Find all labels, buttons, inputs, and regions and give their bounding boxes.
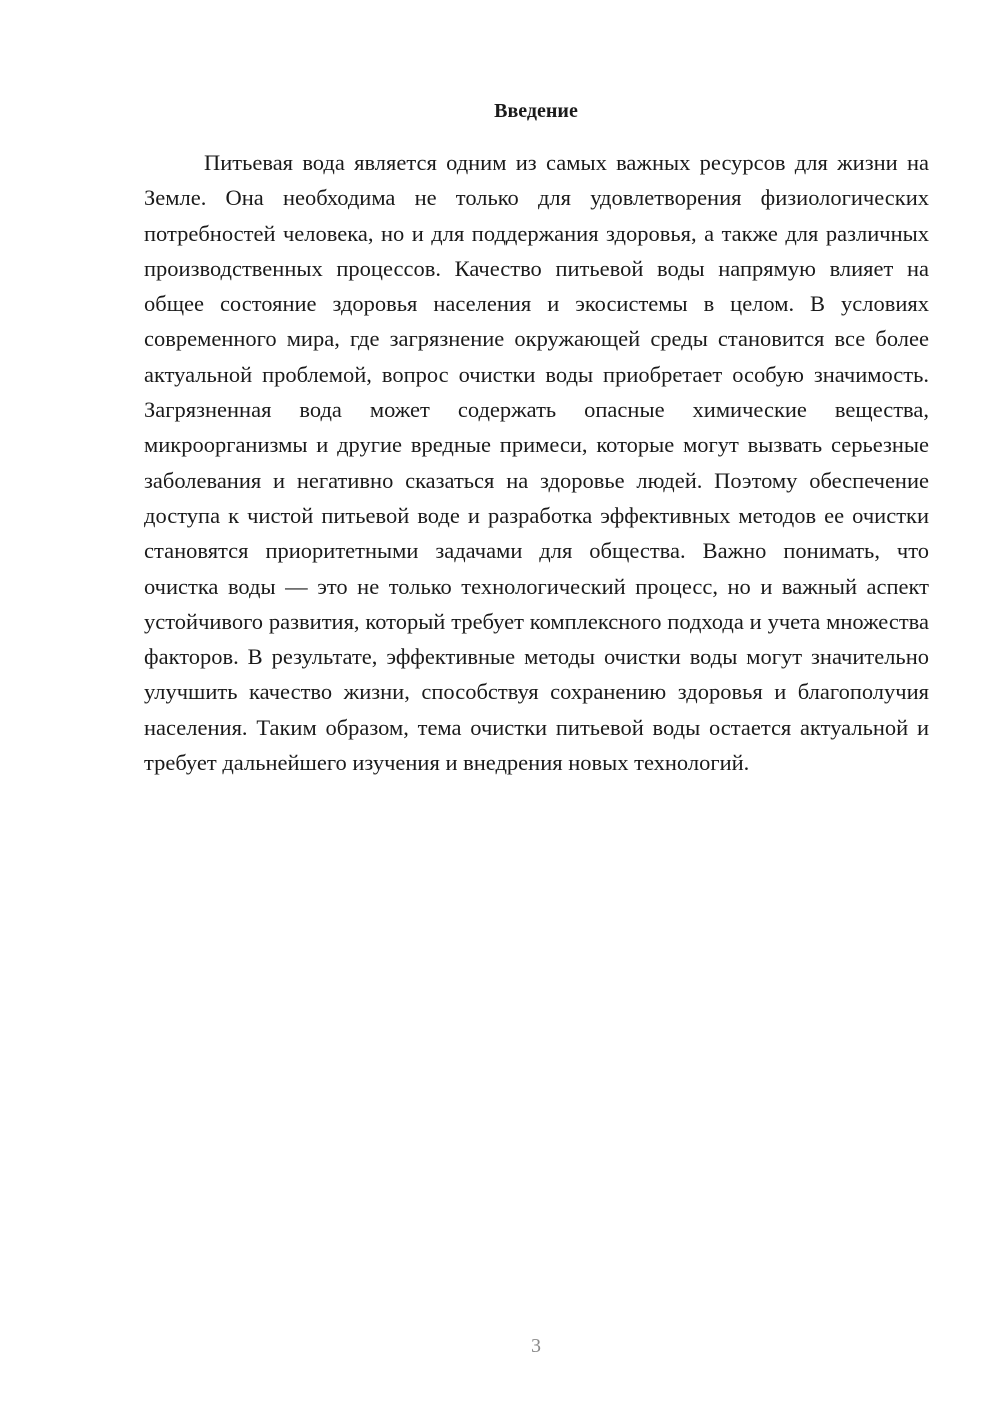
section-heading: Введение <box>494 100 578 122</box>
page-number: 3 <box>531 1335 541 1357</box>
body-paragraph: Питьевая вода является одним из самых важных ресурсов для жизни на Земле. Она необходима не только для удовлетворения физиологических потребностей человека, но и для поддержания здоровья, а также для различных производственных процессов. Качество питьевой воды напрямую влияет на общее состояние здоровья населения и экосистемы в целом. В условиях современного мира, где загрязнение окружающей среды становится все более актуальной проблемой, вопрос очистки воды приобретает особую значимость. Загрязненная вода может содержать опасные химические вещества, микроорганизмы и другие вредные примеси, которые могут вызвать серьезные заболевания и негативно сказаться на здоровье людей. Поэтому обеспечение доступа к чистой питьевой воде и разработка эффективных методов ее очистки становятся приоритетными задачами для общества. Важно понимать, что очистка воды — это не только технологический процесс, но и важный аспект устойчивого развития, который требует комплексного подхода и учета множества факторов. В результате, эффективные методы очистки воды могут значительно улучшить качество жизни, способствуя сохранению здоровья и благополучия населения. Таким образом, тема очистки питьевой воды остается актуальной и требует дальнейшего изучения и внедрения новых технологий. <box>144 150 929 776</box>
